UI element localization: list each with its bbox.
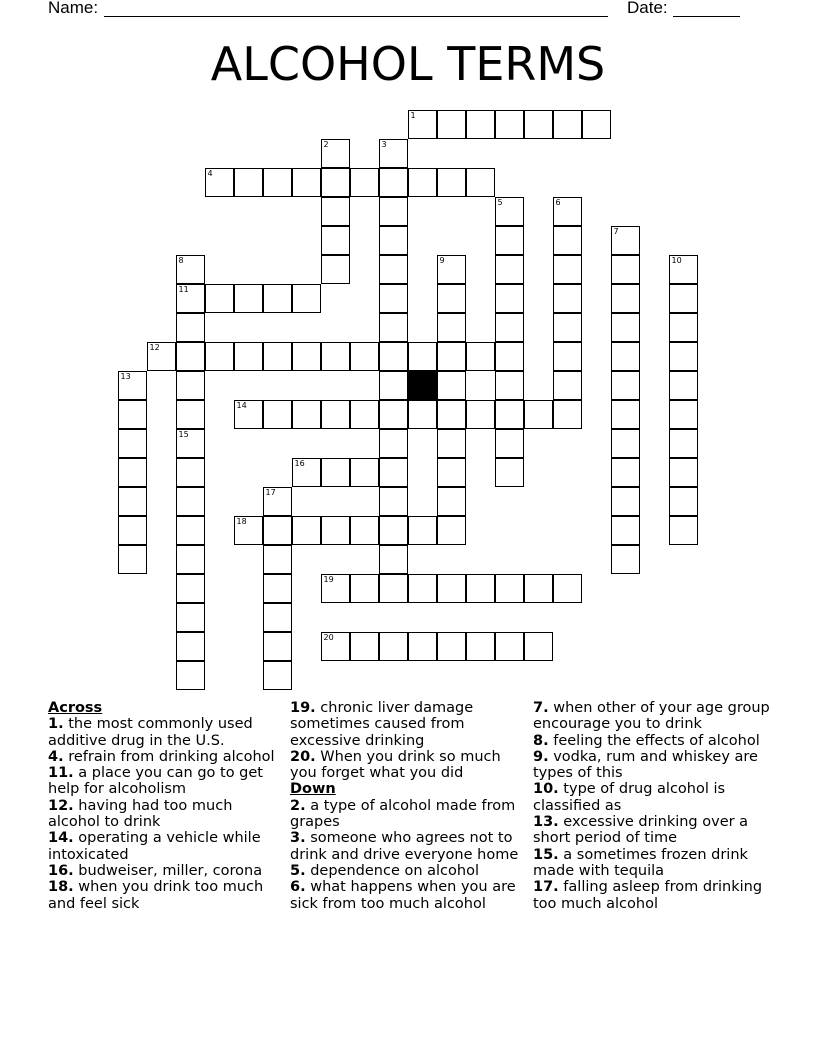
grid-cell[interactable] (379, 632, 408, 661)
clue-text: falling asleep from drinking too much alcohol (533, 879, 763, 912)
across-heading: Across (48, 700, 103, 716)
grid-cell[interactable] (176, 284, 205, 313)
grid-cell[interactable] (379, 516, 408, 545)
down-heading: Down (290, 781, 336, 798)
grid-cell[interactable] (176, 429, 205, 458)
down-clue-10 (533, 781, 773, 814)
clue-number-label: 5. (290, 862, 306, 879)
across-clue-18 (48, 879, 280, 912)
grid-cell[interactable] (466, 168, 495, 197)
grid-cell[interactable] (176, 255, 205, 284)
down-clue-8 (533, 733, 773, 749)
clue-number: 3 (381, 140, 387, 149)
grid-cell[interactable] (292, 342, 321, 371)
down-clue-9 (533, 749, 773, 782)
clue-text: When you drink so much you forget what you did (290, 748, 501, 782)
grid-cell[interactable] (176, 516, 205, 545)
grid-cell[interactable] (466, 400, 495, 429)
grid-cell[interactable] (437, 429, 466, 458)
clue-number-label: 20. (290, 748, 316, 765)
grid-cell[interactable] (437, 458, 466, 487)
grid-cell[interactable] (321, 197, 350, 226)
grid-cell[interactable] (437, 516, 466, 545)
grid-cell[interactable] (437, 284, 466, 313)
clue-number-label: 4. (48, 748, 64, 765)
grid-cell[interactable] (176, 371, 205, 400)
clue-text: dependence on alcohol (305, 862, 479, 879)
clue-number: 10 (671, 256, 682, 265)
name-label: Name: (48, 0, 99, 17)
grid-cell[interactable] (669, 487, 698, 516)
grid-cell[interactable] (495, 284, 524, 313)
across-clue-19 (290, 700, 528, 749)
grid-cell[interactable] (321, 400, 350, 429)
down-clue-15 (533, 847, 773, 880)
grid-cell[interactable] (379, 371, 408, 400)
grid-cell[interactable] (553, 255, 582, 284)
grid-cell[interactable] (611, 255, 640, 284)
clue-text: vodka, rum and whiskey are types of this (533, 748, 758, 782)
grid-cell[interactable] (611, 342, 640, 371)
clues-column-3 (533, 700, 773, 912)
across-clue-20 (290, 749, 528, 782)
clue-number: 11 (178, 285, 189, 294)
grid-cell[interactable] (495, 197, 524, 226)
clue-number-label: 9. (533, 748, 549, 765)
clue-number-label: 7. (533, 700, 549, 716)
clue-text: when you drink too much and feel sick (48, 879, 264, 912)
clue-number: 9 (439, 256, 445, 265)
grid-cell[interactable] (553, 400, 582, 429)
grid-cell[interactable] (263, 168, 292, 197)
clue-number: 17 (265, 488, 276, 497)
grid-cell[interactable] (118, 516, 147, 545)
grid-cell[interactable] (321, 458, 350, 487)
grid-cell[interactable] (263, 284, 292, 313)
grid-cell[interactable] (437, 371, 466, 400)
clue-number: 8 (178, 256, 184, 265)
grid-cell[interactable] (263, 603, 292, 632)
clue-number: 1 (410, 111, 416, 120)
down-clue-7 (533, 700, 773, 733)
grid-cell[interactable] (176, 342, 205, 371)
grid-cell[interactable] (495, 255, 524, 284)
grid-cell[interactable] (118, 487, 147, 516)
down-clue-13 (533, 814, 773, 847)
grid-cell[interactable] (437, 313, 466, 342)
grid-cell[interactable] (408, 516, 437, 545)
grid-cell[interactable] (495, 371, 524, 400)
grid-cell[interactable] (495, 313, 524, 342)
grid-cell[interactable] (437, 632, 466, 661)
grid-cell[interactable] (263, 342, 292, 371)
clue-number-label: 14. (48, 830, 74, 847)
grid-cell[interactable] (118, 458, 147, 487)
grid-cell[interactable] (553, 342, 582, 371)
grid-cell[interactable] (147, 342, 176, 371)
down-clue-3 (290, 830, 528, 863)
grid-cell[interactable] (350, 168, 379, 197)
grid-cell[interactable] (321, 168, 350, 197)
clue-text: chronic liver damage sometimes caused from excessive drinking (290, 700, 474, 749)
grid-cell[interactable] (176, 545, 205, 574)
grid-cell[interactable] (553, 226, 582, 255)
grid-cell[interactable] (611, 458, 640, 487)
grid-cell[interactable] (350, 574, 379, 603)
grid-cell[interactable] (495, 400, 524, 429)
grid-cell[interactable] (437, 400, 466, 429)
grid-cell[interactable] (205, 284, 234, 313)
clues-column-2 (290, 700, 528, 912)
grid-cell[interactable] (292, 516, 321, 545)
clue-number-label: 19. (290, 700, 316, 716)
grid-cell[interactable] (350, 400, 379, 429)
grid-cell[interactable] (669, 371, 698, 400)
clue-number-label: 11. (48, 765, 74, 782)
grid-cell[interactable] (553, 371, 582, 400)
grid-cell[interactable] (466, 110, 495, 139)
clue-number: 12 (149, 343, 160, 352)
clue-text: budweiser, miller, corona (73, 862, 263, 879)
grid-cell[interactable] (669, 313, 698, 342)
grid-cell[interactable] (234, 400, 263, 429)
grid-cell[interactable] (205, 168, 234, 197)
grid-cell[interactable] (379, 197, 408, 226)
grid-cell[interactable] (379, 255, 408, 284)
grid-cell[interactable] (495, 226, 524, 255)
grid-cell[interactable] (495, 342, 524, 371)
grid-cell[interactable] (553, 197, 582, 226)
grid-cell[interactable] (408, 168, 437, 197)
clue-number-label: 6. (290, 879, 306, 896)
grid-cell[interactable] (582, 110, 611, 139)
down-clue-2 (290, 798, 528, 831)
grid-cell[interactable] (292, 284, 321, 313)
grid-cell[interactable] (321, 632, 350, 661)
grid-cell[interactable] (611, 429, 640, 458)
grid-cell[interactable] (350, 516, 379, 545)
grid-cell[interactable] (263, 516, 292, 545)
across-clue-1 (48, 716, 280, 749)
grid-cell[interactable] (408, 574, 437, 603)
grid-cell[interactable] (553, 574, 582, 603)
clue-number: 18 (236, 517, 247, 526)
clue-number-label: 2. (290, 797, 306, 814)
clue-text: feeling the effects of alcohol (548, 732, 760, 749)
clue-text: when other of your age group encourage you to drink (533, 700, 770, 733)
date-label: Date: (627, 0, 668, 17)
grid-cell[interactable] (263, 487, 292, 516)
across-clue-14 (48, 830, 280, 863)
grid-cell[interactable] (379, 400, 408, 429)
grid-cell[interactable] (553, 110, 582, 139)
clue-number-label: 12. (48, 797, 74, 814)
grid-cell[interactable] (553, 284, 582, 313)
grid-cell[interactable] (669, 342, 698, 371)
grid-cell[interactable] (669, 255, 698, 284)
grid-cell[interactable] (379, 574, 408, 603)
clue-number-label: 18. (48, 879, 74, 896)
grid-cell[interactable] (263, 545, 292, 574)
grid-cell[interactable] (234, 168, 263, 197)
grid-cell[interactable] (321, 574, 350, 603)
grid-cell[interactable] (466, 342, 495, 371)
grid-cell[interactable] (495, 458, 524, 487)
grid-cell[interactable] (379, 342, 408, 371)
grid-cell[interactable] (611, 545, 640, 574)
grid-cell[interactable] (611, 400, 640, 429)
down-clue-5 (290, 863, 528, 879)
grid-cell[interactable] (611, 226, 640, 255)
grid-cell[interactable] (321, 342, 350, 371)
grid-cell[interactable] (437, 574, 466, 603)
grid-cell[interactable] (495, 632, 524, 661)
clue-text: refrain from drinking alcohol (63, 748, 275, 765)
grid-cell[interactable] (379, 313, 408, 342)
grid-cell[interactable] (611, 313, 640, 342)
across-clue-11 (48, 765, 280, 798)
grid-cell[interactable] (408, 632, 437, 661)
grid-cell[interactable] (437, 168, 466, 197)
grid-cell[interactable] (466, 574, 495, 603)
grid-cell[interactable] (437, 342, 466, 371)
clue-number-label: 8. (533, 732, 549, 749)
grid-cell[interactable] (176, 574, 205, 603)
grid-cell[interactable] (321, 139, 350, 168)
grid-cell[interactable] (292, 168, 321, 197)
clue-text: excessive drinking over a short period of time (533, 814, 749, 847)
clue-number: 14 (236, 401, 247, 410)
grid-cell[interactable] (611, 371, 640, 400)
clue-number-label: 15. (533, 846, 559, 863)
grid-cell[interactable] (379, 226, 408, 255)
clue-text: someone who agrees not to drink and drive everyone home (290, 830, 519, 863)
across-clue-12 (48, 798, 280, 831)
clue-text: having had too much alcohol to drink (48, 797, 233, 831)
grid-cell[interactable] (321, 516, 350, 545)
grid-cell[interactable] (669, 458, 698, 487)
clues-column-1 (48, 700, 280, 912)
grid-cell[interactable] (669, 516, 698, 545)
grid-cell[interactable] (176, 661, 205, 690)
grid-cell[interactable] (495, 574, 524, 603)
clue-number: 7 (613, 227, 619, 236)
grid-cell[interactable] (321, 226, 350, 255)
grid-cell[interactable] (379, 545, 408, 574)
grid-cell[interactable] (321, 255, 350, 284)
down-clue-6 (290, 879, 528, 912)
clue-number: 6 (555, 198, 561, 207)
grid-cell[interactable] (379, 429, 408, 458)
grid-cell[interactable] (437, 110, 466, 139)
clue-number: 5 (497, 198, 503, 207)
grid-cell[interactable] (118, 545, 147, 574)
puzzle-title: ALCOHOL TERMS (210, 37, 606, 91)
grid-cell[interactable] (118, 429, 147, 458)
clue-number-label: 10. (533, 781, 559, 798)
grid-cell[interactable] (205, 342, 234, 371)
grid-cell[interactable] (611, 284, 640, 313)
grid-cell[interactable] (263, 574, 292, 603)
grid-cell[interactable] (408, 110, 437, 139)
grid-cell[interactable] (263, 661, 292, 690)
grid-cell[interactable] (669, 400, 698, 429)
clue-number-label: 17. (533, 879, 559, 896)
clue-number-label: 3. (290, 830, 306, 847)
grid-cell[interactable] (292, 400, 321, 429)
grid-cell[interactable] (176, 313, 205, 342)
grid-cell[interactable] (118, 400, 147, 429)
grid-cell[interactable] (176, 603, 205, 632)
grid-cell[interactable] (611, 487, 640, 516)
grid-cell[interactable] (292, 458, 321, 487)
clue-text: the most commonly used additive drug in the U.S. (48, 716, 253, 749)
down-clue-17 (533, 879, 773, 912)
clue-number-label: 16. (48, 862, 74, 879)
grid-cell[interactable] (350, 458, 379, 487)
clue-number: 19 (323, 575, 334, 584)
grid-cell[interactable] (495, 110, 524, 139)
clue-text: a type of alcohol made from grapes (290, 797, 516, 831)
grid-cell[interactable] (176, 400, 205, 429)
clue-text: a sometimes frozen drink made with tequila (533, 846, 748, 879)
grid-cell[interactable] (118, 371, 147, 400)
grid-cell[interactable] (350, 632, 379, 661)
black-square (408, 371, 437, 400)
grid-cell[interactable] (379, 284, 408, 313)
clue-number: 2 (323, 140, 329, 149)
grid-cell[interactable] (379, 458, 408, 487)
grid-cell[interactable] (234, 284, 263, 313)
grid-cell[interactable] (524, 400, 553, 429)
clue-text: a place you can go to get help for alcoholism (48, 765, 263, 798)
grid-cell[interactable] (495, 429, 524, 458)
grid-cell[interactable] (234, 342, 263, 371)
grid-cell[interactable] (350, 342, 379, 371)
grid-cell[interactable] (263, 400, 292, 429)
grid-cell[interactable] (176, 632, 205, 661)
grid-cell[interactable] (437, 255, 466, 284)
clue-text: operating a vehicle while intoxicated (48, 830, 261, 863)
grid-cell[interactable] (524, 632, 553, 661)
clue-number: 4 (207, 169, 213, 178)
clue-number: 20 (323, 633, 334, 642)
grid-cell[interactable] (408, 342, 437, 371)
grid-cell[interactable] (611, 516, 640, 545)
grid-cell[interactable] (466, 632, 495, 661)
grid-cell[interactable] (263, 632, 292, 661)
grid-cell[interactable] (553, 313, 582, 342)
clue-text: what happens when you are sick from too much alcohol (290, 879, 516, 912)
grid-cell[interactable] (669, 429, 698, 458)
grid-cell[interactable] (379, 139, 408, 168)
clue-text: type of drug alcohol is classified as (533, 781, 726, 814)
clue-number: 13 (120, 372, 131, 381)
grid-cell[interactable] (524, 574, 553, 603)
clue-number-label: 13. (533, 814, 559, 831)
grid-cell[interactable] (379, 487, 408, 516)
grid-cell[interactable] (234, 516, 263, 545)
across-clue-16 (48, 863, 280, 879)
grid-cell[interactable] (176, 487, 205, 516)
clue-number: 16 (294, 459, 305, 468)
grid-cell[interactable] (408, 400, 437, 429)
grid-cell[interactable] (669, 284, 698, 313)
grid-cell[interactable] (437, 487, 466, 516)
clue-number: 15 (178, 430, 189, 439)
grid-cell[interactable] (176, 458, 205, 487)
grid-cell[interactable] (524, 110, 553, 139)
clue-number-label: 1. (48, 716, 64, 733)
across-clue-4 (48, 749, 280, 765)
grid-cell[interactable] (379, 168, 408, 197)
